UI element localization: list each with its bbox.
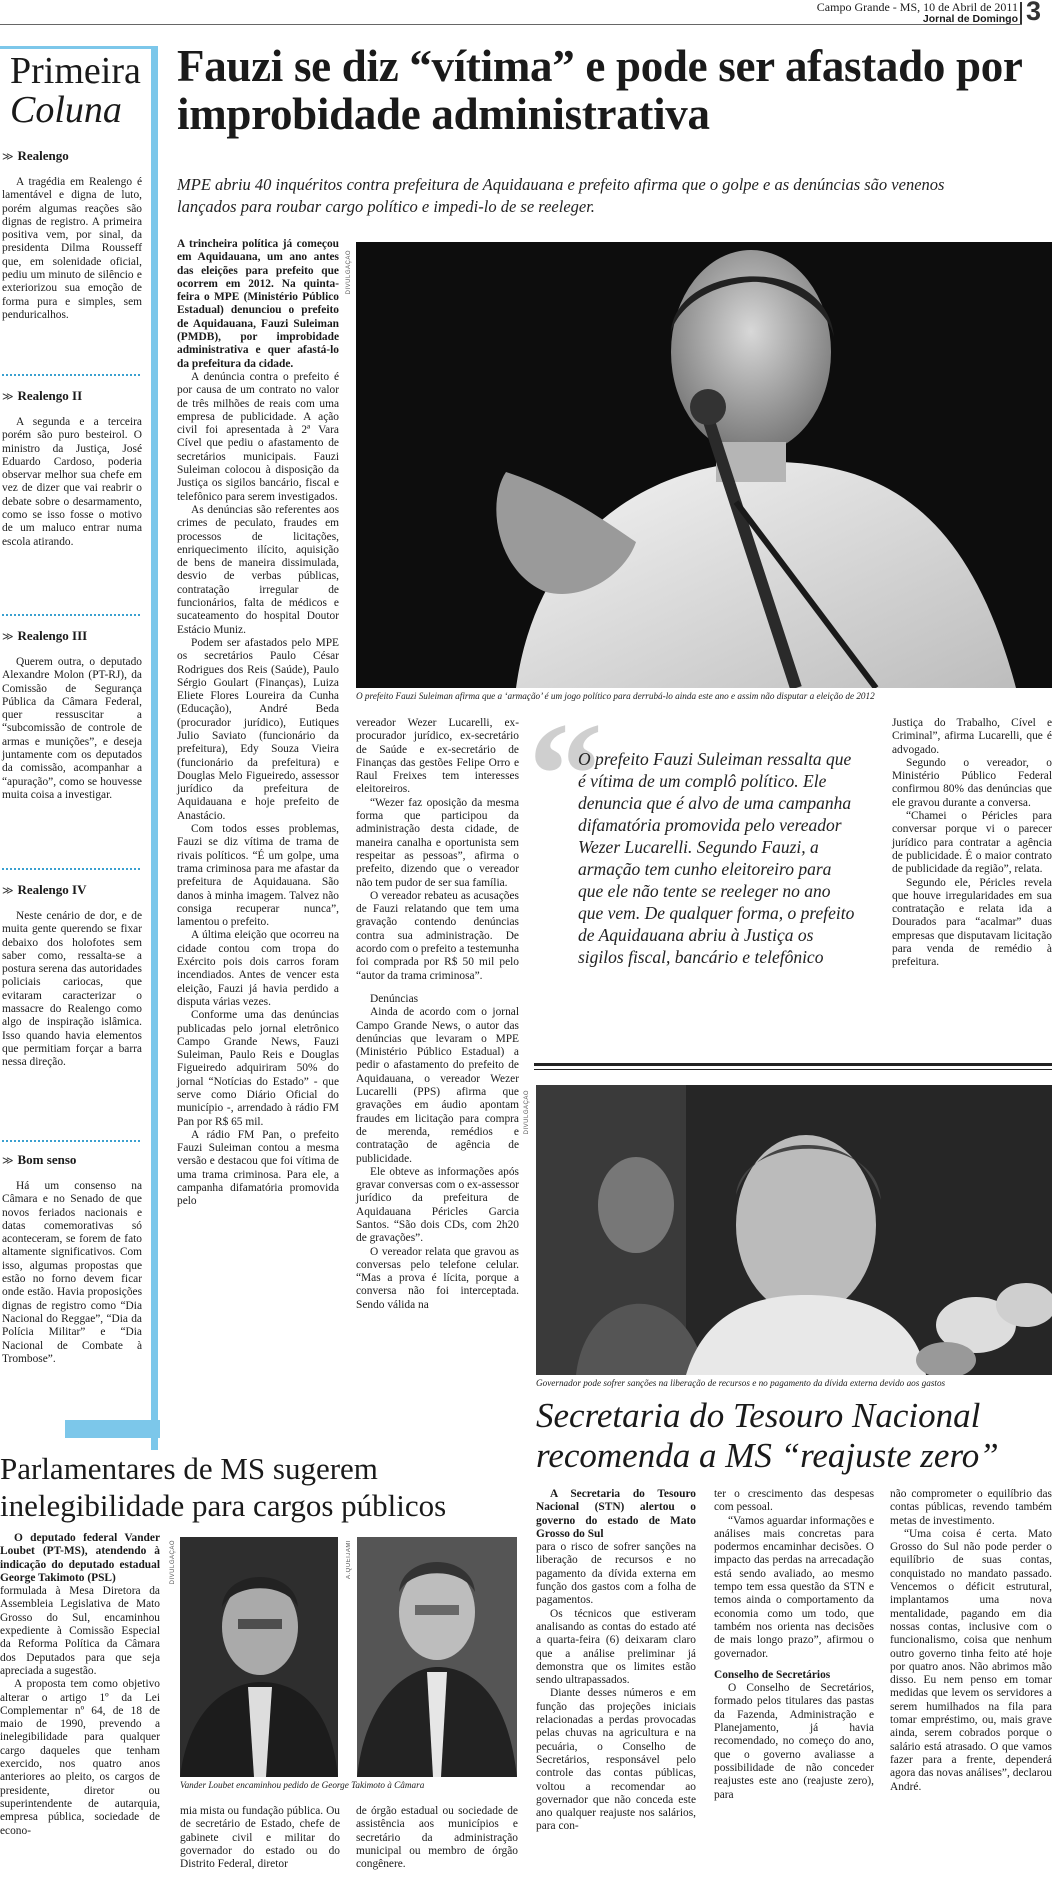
pc-section-text: A segunda e a terceira porém são puro besteirol. O ministro da Justiça, José Eduardo Cardoso, poderia observar melhor sua chefe em vez de dizer que vai reabrir o debate sobre o desarmamento, como se isso fosse o motivo de um maluco entrar numa escola atirando.	[2, 416, 142, 548]
paragraph: O vereador relata que gravou as conversas pelo telefone celular. “Mas a prova é lícita, porque a conversa não foi interceptada. Sendo válida na	[356, 1245, 519, 1311]
pc-section-5	[2, 1152, 142, 1366]
parl-col-3	[356, 1805, 518, 1871]
parl-col-1	[0, 1532, 160, 1838]
parlamentares-headline: Parlamentares de MS sugerem inelegibilidade para cargos públicos	[0, 1451, 447, 1523]
chevron-icon: ≫	[2, 630, 14, 643]
photo-takimoto-svg	[357, 1537, 517, 1777]
primeira-coluna-title	[10, 52, 150, 130]
parlamentares-photo-caption: Vander Loubet encaminhou pedido de George Takimoto à Câmara	[180, 1780, 425, 1790]
paragraph: Conforme uma das denúncias publicadas pelo jornal eletrônico Campo Grande News, Fauzi Suleiman, Paulo Reis e Douglas Figueiredo adquiriram 50% do jornal “Notícias do Estado” - que serve como Diário Oficial do município -, arrendado à rádio FM Pan por R$ 65 mil.	[177, 1009, 339, 1128]
paragraph: de órgão estadual ou sociedade de assistência aos municípios e secretário da administração municipal ou membro de órgão congênere.	[356, 1805, 518, 1871]
pc-section-title: Realengo	[17, 148, 69, 163]
paragraph: A rádio FM Pan, o prefeito Fauzi Suleiman contou a mesma versão e destacou que foi vítima de uma trama criminosa. Para ele, a campanha difamatória promovida pelo	[177, 1128, 339, 1208]
main-col-1	[177, 238, 339, 1209]
paragraph: Segundo ele, Péricles revela que houve irregularidades em sua contratação e relata ida a Dourados para “acalmar” duas empresas que disputavam licitação para venda de remédio à prefeitura.	[892, 876, 1052, 969]
main-col-4	[892, 717, 1052, 970]
pc-section-4	[2, 882, 142, 1070]
governador-photo-caption: Governador pode sofrer sanções na liberação de recursos e no pagamento da dívida externa devido aos gastos	[536, 1378, 946, 1388]
photo-george-takimoto	[357, 1537, 517, 1777]
photo-credit: DIVULGAÇÃO	[170, 1540, 176, 1585]
paper-name: Jornal de Domingo	[922, 13, 1018, 25]
title-coluna: Coluna	[10, 89, 122, 131]
divider	[2, 1140, 140, 1142]
pc-section-2	[2, 388, 142, 549]
paragraph: Justiça do Trabalho, Cível e Criminal”, afirma Lucarelli, que é advogado.	[892, 717, 1052, 756]
paragraph: A denúncia contra o prefeito é por causa de um contrato no valor de três milhões de reais com uma empresa de publicidade. A ação civil foi apresentada à 2ª Vara Cível que pediu o afastamento de secretários municipais. Fauzi Suleiman colocou à disposição da Justiça os sigilos bancário, fiscal e telefônico para serem investigados.	[177, 370, 339, 503]
pc-section-text: Neste cenário de dor, e de muita gente querendo se fixar debaixo dos holofotes sem saber como, ressalta-se a postura serena das autoridades policiais cariocas, que evitaram caracterizar o massacre do Realengo como algo de inspiração islâmica. Isso quando havia elementos que permitiam forçar a barra nessa direção.	[2, 910, 142, 1069]
chevron-icon: ≫	[2, 884, 14, 897]
pc-section-title: Realengo II	[17, 388, 83, 403]
parl-lead: O deputado federal Vander Loubet (PT-MS), atendendo à indicação do deputado estadual George Takimoto (PSL)	[0, 1532, 160, 1584]
paragraph: “Wezer faz oposição da mesma forma que participou da administração desta cidade, de maneira canalha e oportunista sem respeitar as pessoas”, afirma o prefeito, dizendo que o vereador não tem pudor de ser sua família.	[356, 796, 519, 889]
paragraph: ter o crescimento das despesas com pessoal.	[714, 1488, 874, 1514]
divider	[2, 374, 140, 376]
paragraph: Com todos esses problemas, Fauzi se diz vítima de trama de rivais políticos. “É um golpe, uma trama criminosa para me afastar da prefeitura de Aquidauana. São danos à minha imagem. Talvez não consiga recuperar nunca”, lamentou o prefeito.	[177, 823, 339, 929]
paragraph: para o risco de sofrer sanções na liberação de recursos e no pagamento da dívida externa em função dos gastos com a folha de pagamentos.	[536, 1541, 696, 1607]
photo-credit: DIVULGAÇÃO	[524, 1090, 530, 1135]
main-lead: A trincheira política já começou em Aquidauana, um ano antes das eleições para prefeito que ocorrem em 2012. Na quinta-feira o MPE (Ministério Público Estadual) denunciou o prefeito de Aquidauana, Fauzi Suleiman (PMDB), por improbidade administrativa e quer afastá-lo da prefeitura da cidade.	[177, 238, 339, 370]
main-photo-caption: O prefeito Fauzi Suleiman afirma que a ‘armação’ é um jogo político para derrubá-lo ainda este ano e assim não disputar a eleição de 2012	[356, 691, 875, 701]
paragraph: “Chamei o Péricles para conversar porque vi o parecer jurídico para contratar a agência de publicidade. É o maior contrato de publicidade da região”, relata.	[892, 810, 1052, 876]
paragraph: O Conselho de Secretários, formado pelos titulares das pastas da Fazenda, Administração e Planejamento, já havia recomendado, no começo do ano, que o governo avaliasse a possibilidade de não conceder reajustes este ano (reajuste zero), para	[714, 1682, 874, 1801]
pc-section-text: Há um consenso na Câmara e no Senado de que novos feriados nacionais e datas comemorativas só aconteceram, se forem de fato altamente significativos. Com isso, algumas propostas que estão no forno devem ficar onde estão. Havia proposições dignas de registro como “Dia Nacional do Reggae”, “Dia da Polícia Militar” e “Dia Nacional de Combate à Trombose”.	[2, 1180, 142, 1365]
main-col-2	[356, 717, 519, 1312]
photo-credit: DIVULGAÇÃO	[346, 250, 352, 295]
photo-vander-loubet	[180, 1537, 338, 1777]
tesouro-col-2	[714, 1488, 874, 1802]
paragraph: mia mista ou fundação pública. Ou de secretário de Estado, chefe de gabinete civil e militar do governador do estado ou do Distrito Federal, diretor	[180, 1805, 340, 1871]
pc-section-title: Bom senso	[17, 1152, 77, 1167]
paragraph: “Uma coisa é certa. Mato Grosso do Sul não pode perder o equilíbrio de suas contas, conquistado no mandato passado. Vencemos o déficit estrutural, implantamos uma nova mentalidade, pagando em dia nossas contas, inclusive com o funcionalismo, coisa que nenhum outro governo tinha feito até hoje por quatro anos. Não abrimos mão disso. Eu nem penso em tomar medidas que levem os servidores a serem humilhados na fila para tomar empréstimo, ou, mais grave ainda, serem cobrados porque o salário está atrasado. O que vamos fazer para a frente, dependerá agora das novas análises”, declarou André.	[890, 1527, 1052, 1793]
photo-vander-svg	[180, 1537, 338, 1777]
pc-section-title: Realengo III	[17, 628, 88, 643]
pc-section-1	[2, 148, 142, 322]
section-rule	[534, 1063, 1052, 1066]
section-rule-thin	[534, 1069, 1052, 1070]
tesouro-headline: Secretaria do Tesouro Nacional recomenda a MS “reajuste zero”	[536, 1396, 999, 1475]
paragraph: A última eleição que ocorreu na cidade contou com tropa do Exército pois dois carros foram incendiados. Antes de vencer esta eleição, Fauzi já havia perdido a disputa várias vezes.	[177, 929, 339, 1008]
photo-prefeito-fauzi-svg	[356, 242, 1052, 688]
paragraph: Os técnicos que estiveram analisando as contas do estado até a quarta-feira (6) deixaram claro que a análise preliminar já demonstra que os limites estão sendo ultrapassados.	[536, 1607, 696, 1687]
main-headline: Fauzi se diz “vítima” e pode ser afastado por improbidade administrativa	[177, 41, 1022, 139]
paragraph: Segundo o vereador, o Ministério Público Federal confirmou 80% das denúncias que ele gravou durante a conversa.	[892, 756, 1052, 809]
paragraph: não comprometer o equilíbrio das contas públicas, revendo também metas de investimento.	[890, 1488, 1052, 1527]
pc-section-text: A tragédia em Realengo é lamentável e digna de luto, porém algumas reações são dignas de registro. A primeira positiva vem, por sinal, da presidenta Dilma Rousseff que, em solenidade oficial, pediu um minuto de silêncio e exteriorizou sua emoção de forma pura e simples, sem penduricalhos.	[2, 176, 142, 321]
primeira-coluna-border-bottom	[65, 1420, 160, 1438]
tesouro-col-3	[890, 1488, 1052, 1794]
paragraph: Podem ser afastados pelo MPE os secretários Paulo César Rodrigues dos Reis (Saúde), Paulo Sérgio Goulart (Finanças), Luiza Eliete Flores Loureira da Cunha (Educação), André Beda (procurador jurídico), Eutiques Julio Saviato (funcionário da prefeitura), Edy Souza Vieira (funcionário da prefeitura) e Douglas Melo Figueiredo, assessor jurídico da prefeitura de Aquidauana e hoje prefeito de Anastácio.	[177, 636, 339, 822]
tesouro-lead: A Secretaria do Tesouro Nacional (STN) alertou o governo do estado de Mato Grosso do Sul	[536, 1488, 696, 1540]
subhead-denuncias: Denúncias	[370, 992, 419, 1005]
tesouro-col-1	[536, 1488, 696, 1834]
paragraph: “Vamos aguardar informações e análises mais concretas para podermos encaminhar decisões. O impacto das perdas na arrecadação está sendo avaliado, ao mesmo tempo tem essa questão da STN e temos ainda o comportamento da economia como um todo, que também nos orienta nas decisões de mais longo prazo”, afirmou o governador.	[714, 1514, 874, 1660]
divider	[2, 614, 140, 616]
pc-section-text: Querem outra, o deputado Alexandre Molon (PT-RJ), da Comissão de Segurança Pública da Câmara Federal, quer ressuscitar a “subcomissão de controle de armas e munições”, e deseja juntamente com os deputados da comissão, acompanhar a “apuração”, como se houvesse muita coisa a investigar.	[2, 656, 142, 801]
paragraph: A proposta tem como objetivo alterar o artigo 1º da Lei Complementar nº 64, de 18 de maio de 1990, prevendo a inelegibilidade para qualquer cargo daqueles que tenham exercido, nos quatro anos anteriores ao pleito, os cargos de presidente, diretor ou superintendente de autarquia, empresa pública, sociedade de econo-	[0, 1678, 160, 1837]
pc-section-3	[2, 628, 142, 802]
chevron-icon: ≫	[2, 1154, 14, 1167]
subhead-conselho: Conselho de Secretários	[714, 1668, 831, 1681]
title-primeira: Primeira	[10, 50, 141, 92]
chevron-icon: ≫	[2, 390, 14, 403]
photo-governador-svg	[536, 1085, 1052, 1375]
page-number: 3	[1026, 0, 1042, 26]
pc-section-title: Realengo IV	[17, 882, 87, 897]
main-deck: MPE abriu 40 inquéritos contra prefeitura de Aquidauana e prefeito afirma que o golpe e as denúncias são venenos lançados para roubar cargo político e impedi-lo de se reeleger.	[177, 175, 945, 216]
paragraph: vereador Wezer Lucarelli, ex-procurador jurídico, ex-secretário de Saúde e ex-secretário de Finanças das gestões Felipe Orro e Raul Freixes tem interesses eleitoreiros.	[356, 717, 519, 796]
parl-col-2	[180, 1805, 340, 1871]
quote-mark-icon: “	[528, 692, 603, 858]
paragraph: Diante desses números e em função das projeções iniciais relacionadas a perdas provocadas pelas chuvas na agricultura e na pecuária, o Conselho de Secretários, responsável pelo controle das contas públicas, voltou a recomendar ao governador que não conceda este ano qualquer reajuste nos salários, para con-	[536, 1687, 696, 1833]
chevron-icon: ≫	[2, 150, 14, 163]
divider	[2, 868, 140, 870]
dateline: Campo Grande - MS, 10 de Abril de 2011	[816, 0, 1018, 14]
paragraph: As denúncias são referentes aos crimes de peculato, fraudes em processos de licitações, enriquecimento ilícito, aquisição de bens de maneira dissimulada, desvio de verbas públicas, contratação irregular de funcionários, falta de médicos e sucateamento do hospital Doutor Estácio Muniz.	[177, 503, 339, 636]
pullquote: O prefeito Fauzi Suleiman ressalta que é vítima de um complô político. Ele denuncia que é alvo de uma campanha difamatória promovida pelo vereador Wezer Lucarelli. Segundo Fauzi, a armação tem cunho eleitoreiro para que ele não tente se reeleger no ano que vem. De qualquer forma, o prefeito de Aquidauana abriu à Justiça os sigilos fiscal, bancário e telefônico	[578, 749, 855, 967]
paragraph: O vereador rebateu as acusações de Fauzi relatando que tem uma gravação contendo denúncias contra sua administração. De acordo com o prefeito a testemunha foi comprada por R$ 50 mil pelo “autor da trama criminosa”.	[356, 889, 519, 982]
paragraph: Ainda de acordo com o jornal Campo Grande News, o autor das denúncias que levaram o MPE (Ministério Público Estadual) a pedir o afastamento do prefeito de Aquidauana, o vereador Wezer Lucarelli (PPS) afirma que gravações em áudio apontam fraudes em licitação para compra de merenda, remédios e contratação de agência de publicidade.	[356, 1006, 519, 1165]
paragraph: Ele obteve as informações após gravar conversas com o ex-assessor jurídico da prefeitura de Aquidauana Péricles Garcia Santos. “São dois CDs, com 2h20 de gravações”.	[356, 1165, 519, 1245]
photo-prefeito-fauzi	[356, 242, 1052, 688]
paragraph: formulada à Mesa Diretora da Assembleia Legislativa de Mato Grosso do Sul, encaminhou expediente à Comissão Especial da Reforma Política da Câmara dos Deputados para que seja apreciada a sugestão.	[0, 1585, 160, 1677]
photo-governador	[536, 1085, 1052, 1375]
photo-credit: A.QUEIJAMI	[346, 1540, 352, 1580]
